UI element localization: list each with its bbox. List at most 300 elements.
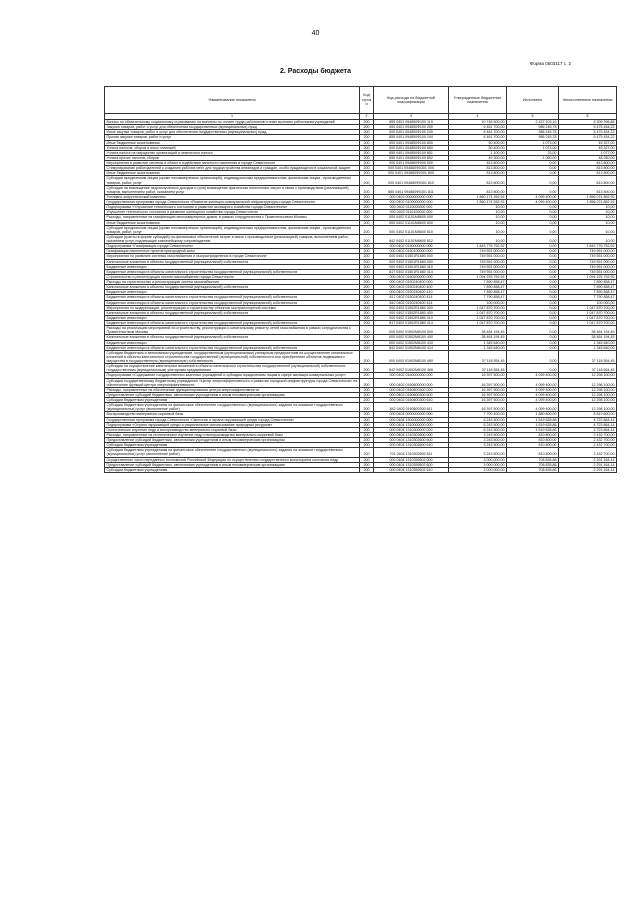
row-approved-amount: 749 551 000,00 <box>449 269 507 274</box>
row-indicator-name: Улучшение технического состояния и развитие жилищного хозяйства города Севастополя <box>105 210 360 215</box>
row-budget-code: 842 0402 01502М8100 414 <box>374 345 449 350</box>
row-unexecuted-amount: 4 723 864,14 <box>559 427 617 432</box>
row-line-code: 200 <box>360 310 374 315</box>
row-line-code: 200 <box>360 378 374 387</box>
row-budget-code: 817 0402 01502R1880 414 <box>374 321 449 326</box>
row-executed-amount: 0,00 <box>507 166 559 171</box>
table-row <box>105 403 617 412</box>
row-approved-amount: 1 047 870 700,00 <box>449 310 507 315</box>
column-number: 5 <box>507 114 559 120</box>
table-row <box>105 378 617 387</box>
row-indicator-name: Субсидии юридическим лицам (кроме некоммерческих организаций), индивидуальным предпринимателям, физическим лицам - производителям товаров, работ, услуг <box>105 176 360 185</box>
row-approved-amount: 50 400,00 <box>449 145 507 150</box>
row-indicator-name: Субсидии бюджетным учреждениям <box>105 467 360 472</box>
row-approved-amount: 7 700 400,00 <box>449 412 507 417</box>
row-indicator-name: Бюджетные инвестиции <box>105 290 360 295</box>
row-line-code: 200 <box>360 457 374 462</box>
row-unexecuted-amount: 12 298 100,00 <box>559 387 617 392</box>
row-executed-amount: 0,00 <box>507 176 559 185</box>
header-executed: Исполнено <box>507 87 559 114</box>
row-line-code: 200 <box>360 392 374 397</box>
row-unexecuted-amount: 12 298 100,00 <box>559 398 617 403</box>
row-executed-amount: 810 800,00 <box>507 432 559 437</box>
row-approved-amount: 1 047 870 700,00 <box>449 315 507 320</box>
row-indicator-name: Иные бюджетные ассигнования <box>105 171 360 176</box>
row-unexecuted-amount: 10,00 <box>559 215 617 220</box>
row-line-code: 200 <box>360 249 374 254</box>
table-row <box>105 467 617 472</box>
row-approved-amount: 749 551 000,00 <box>449 249 507 254</box>
row-unexecuted-amount: 2 432 700,00 <box>559 443 617 448</box>
row-indicator-name: Уплата налога на имущество организаций и земельного налога <box>105 150 360 155</box>
row-budget-code: 000 0402 0100000000 000 <box>374 200 449 205</box>
row-executed-amount: 0,00 <box>507 259 559 264</box>
row-unexecuted-amount: 1 047 870 700,00 <box>559 315 617 320</box>
row-approved-amount: 38 464 194,45 <box>449 335 507 340</box>
table-row <box>105 225 617 234</box>
row-executed-amount: 0,00 <box>507 290 559 295</box>
row-executed-amount: 0,00 <box>507 254 559 259</box>
row-indicator-name: Бюджетные инвестиции <box>105 264 360 269</box>
row-indicator-name: Подпрограмма «Содержание государственных казенных учреждений и субсидии юридическим лицам в сфере жилищно-коммунальных услуг» <box>105 373 360 378</box>
header-budget-code: Код расхода по бюджетной классификации <box>374 87 449 114</box>
row-unexecuted-amount: 1 094 225 752,92 <box>559 274 617 279</box>
row-budget-code: 000 0404 1310300000 000 <box>374 427 449 432</box>
row-line-code: 200 <box>360 150 374 155</box>
row-budget-code: 000 0402 0160600300 610 <box>374 398 449 403</box>
row-budget-code: 817 0402 01501R1680 414 <box>374 269 449 274</box>
row-budget-code: 842 0402 01502М8100 466 <box>374 364 449 373</box>
row-line-code: 200 <box>360 205 374 210</box>
row-approved-amount: 3 243 500,00 <box>449 438 507 443</box>
row-line-code: 200 <box>360 438 374 443</box>
row-indicator-name: Бюджетные инвестиции в объекты капитального строительства государственной (муниципальной) собственности <box>105 321 360 326</box>
row-executed-amount: 0,00 <box>507 274 559 279</box>
column-number: 6 <box>559 114 617 120</box>
row-line-code: 200 <box>360 244 374 249</box>
row-budget-code: 000 0401 094850Ф100 240 <box>374 130 449 135</box>
row-budget-code: 000 0404 0000000000 000 <box>374 412 449 417</box>
row-budget-code: 000 0402 01502М8100 400 <box>374 335 449 340</box>
row-indicator-name: Расходы, направленные на обеспечение функционирования центра энергоэффективности <box>105 387 360 392</box>
row-unexecuted-amount: 7 890 858,47 <box>559 285 617 290</box>
column-number: 4 <box>449 114 507 120</box>
row-executed-amount: 0,00 <box>507 171 559 176</box>
row-executed-amount: 810 800,00 <box>507 448 559 457</box>
row-indicator-name: Капитальные вложения в объекты государственной (муниципальной) собственности <box>105 310 360 315</box>
row-budget-code: 842 0402 0150240400 414 <box>374 300 449 305</box>
row-executed-amount: 0,00 <box>507 249 559 254</box>
row-indicator-name: Подпрограмма «Улучшение технического состояния и развитие жилищного хозяйства города Севастополя» <box>105 205 360 210</box>
row-approved-amount: 37 118 554,45 <box>449 350 507 363</box>
row-indicator-name: Иные бюджетные ассигнования <box>105 140 360 145</box>
row-unexecuted-amount: 749 551 000,00 <box>559 269 617 274</box>
row-unexecuted-amount: 813 800,00 <box>559 185 617 194</box>
row-unexecuted-amount: 2 432 700,00 <box>559 438 617 443</box>
row-line-code: 200 <box>360 280 374 285</box>
row-budget-code: 000 0404 1310359502 610 <box>374 467 449 472</box>
row-budget-code: 000 0402 0160600000 000 <box>374 378 449 387</box>
row-approved-amount: 1 843 776 752,92 <box>449 244 507 249</box>
row-executed-amount: 1 073,00 <box>507 140 559 145</box>
header-unexecuted: Неисполненные назначения <box>559 87 617 114</box>
row-unexecuted-amount: 38 464 194,45 <box>559 326 617 335</box>
row-unexecuted-amount: 5 819 600,00 <box>559 412 617 417</box>
row-approved-amount: 10,00 <box>449 205 507 210</box>
row-budget-code: 000 0402 0150240400 400 <box>374 285 449 290</box>
row-budget-code: 000 0402 01101М8600 000 <box>374 215 449 220</box>
row-indicator-name: Государственная программа города Севастополя «Экология и охрана окружающей среды города Севастополя» <box>105 417 360 422</box>
row-indicator-name: Капитальные вложения в объекты государственной (муниципальной) собственности <box>105 335 360 340</box>
row-line-code: 200 <box>360 448 374 457</box>
row-executed-amount: 708 835,86 <box>507 462 559 467</box>
row-executed-amount: 0,00 <box>507 205 559 210</box>
row-approved-amount: 1 345 640,00 <box>449 340 507 345</box>
row-indicator-name: Субсидии бюджетным и автономным учреждениям, государственным (муниципальным) унитарным предприятиям на осуществление капитальных вложений в объекты капитального строительства государственной (муниципальной) собственности или приобретение объектов недвижимого имущества в государственную (муниципальную) собственность <box>105 350 360 363</box>
row-executed-amount: 4 099 400,00 <box>507 194 559 199</box>
row-budget-code: 000 0404 1310302600 000 <box>374 432 449 437</box>
row-executed-amount: 4 099 400,00 <box>507 373 559 378</box>
row-indicator-name: Мероприятия по развитию системы газоснабжения и газораспределения в городе Севастополе <box>105 254 360 259</box>
row-line-code: 200 <box>360 427 374 432</box>
row-budget-code: 855 0401 094850Ф100 851 <box>374 150 449 155</box>
row-budget-code: 000 0402 0000000000 000 <box>374 194 449 199</box>
row-indicator-name: Расходы, направленные на геологическое изучение недр и воспроизводство минерально-сырьевой базы <box>105 432 360 437</box>
row-executed-amount: 1 073,00 <box>507 145 559 150</box>
row-executed-amount: 0,00 <box>507 340 559 345</box>
table-row <box>105 185 617 194</box>
row-executed-amount: 4 099 400,00 <box>507 403 559 412</box>
row-executed-amount: 0,00 <box>507 305 559 310</box>
section-title: 2. Расходы бюджета <box>280 68 351 75</box>
row-budget-code: 000 0404 1310302600 600 <box>374 438 449 443</box>
row-executed-amount: 4 099 400,00 <box>507 392 559 397</box>
row-approved-amount: 749 551 000,00 <box>449 259 507 264</box>
row-executed-amount: 1 050,00 <box>507 155 559 160</box>
row-executed-amount: 0,00 <box>507 326 559 335</box>
row-indicator-name: Строительство и реконструкция систем газоснабжения города Севастополя <box>105 274 360 279</box>
row-line-code: 200 <box>360 145 374 150</box>
row-budget-code: 000 0401 094860Ф000 000 <box>374 161 449 166</box>
row-line-code: 200 <box>360 398 374 403</box>
row-budget-code: 000 0402 01502М8100 460 <box>374 350 449 363</box>
row-approved-amount: 37 118 554,45 <box>449 364 507 373</box>
row-approved-amount: 813 800,00 <box>449 176 507 185</box>
row-line-code: 200 <box>360 417 374 422</box>
row-approved-amount: 100 000,00 <box>449 300 507 305</box>
row-executed-amount: 0,00 <box>507 269 559 274</box>
row-line-code: 200 <box>360 387 374 392</box>
row-budget-code: 000 0404 1310359502 600 <box>374 462 449 467</box>
row-indicator-name: Мероприятия в развитие системы в области содействия занятости населения в городе Севастополе <box>105 161 360 166</box>
row-indicator-name: Геологическое изучение недр и воспроизводство минерально-сырьевой базы <box>105 427 360 432</box>
row-indicator-name: Субсидии (гранты в форме субсидий) на финансовое обеспечение затрат в связи с производством (реализацией) товаров, выполнением работ, оказанием услуг, подлежащие казначейскому сопровождению <box>105 234 360 243</box>
row-budget-code: 000 0401 094850Ф100 850 <box>374 145 449 150</box>
row-unexecuted-amount: 12 298 100,00 <box>559 392 617 397</box>
row-line-code: 200 <box>360 259 374 264</box>
row-line-code: 200 <box>360 285 374 290</box>
row-executed-amount: 0,00 <box>507 161 559 166</box>
row-unexecuted-amount: 7 890 858,47 <box>559 280 617 285</box>
row-approved-amount: 1 047 870 700,00 <box>449 321 507 326</box>
row-indicator-name: Осуществление части переданных полномочий Российской Федерации по осуществлению государственного мониторинга состояния недр <box>105 457 360 462</box>
row-indicator-name: Бюджетные инвестиции <box>105 315 360 320</box>
row-indicator-name: Расходы, направленные на газификацию многоквартирных домов, в рамках сотрудничества с Правительством Москвы <box>105 215 360 220</box>
row-unexecuted-amount: 813 800,00 <box>559 176 617 185</box>
row-approved-amount: 7 890 858,47 <box>449 285 507 290</box>
row-unexecuted-amount: 1 345 640,00 <box>559 340 617 345</box>
row-unexecuted-amount: 49 327,00 <box>559 140 617 145</box>
row-line-code: 200 <box>360 254 374 259</box>
row-executed-amount: 0,00 <box>507 315 559 320</box>
row-line-code: 200 <box>360 335 374 340</box>
row-line-code: 200 <box>360 166 374 171</box>
row-executed-amount: 0,00 <box>507 295 559 300</box>
row-approved-amount: 1 345 640,00 <box>449 345 507 350</box>
row-approved-amount: 6 461 700,00 <box>449 125 507 130</box>
row-executed-amount: 0,00 <box>507 215 559 220</box>
table-row <box>105 364 617 373</box>
row-executed-amount: 0,00 <box>507 280 559 285</box>
row-executed-amount: 4 099 400,00 <box>507 398 559 403</box>
row-line-code: 200 <box>360 350 374 363</box>
row-approved-amount: 6 461 700,00 <box>449 130 507 135</box>
row-indicator-name: Стимулирование работодателей к созданию рабочих мест для трудоустройства инвалидов и граждан, особо нуждающихся в социальной защите <box>105 166 360 171</box>
row-executed-amount: 708 835,86 <box>507 467 559 472</box>
row-executed-amount: 0,00 <box>507 185 559 194</box>
row-executed-amount: 0,00 <box>507 321 559 326</box>
row-executed-amount: 4 099 400,00 <box>507 200 559 205</box>
row-budget-code: 000 0402 01502R1880 400 <box>374 310 449 315</box>
row-line-code: 200 <box>360 364 374 373</box>
row-budget-code: 000 0402 0160000000 000 <box>374 373 449 378</box>
row-line-code: 200 <box>360 412 374 417</box>
row-unexecuted-amount: 7 790 858,47 <box>559 295 617 300</box>
row-unexecuted-amount: 1 345 640,00 <box>559 345 617 350</box>
row-approved-amount: 1 100,00 <box>449 150 507 155</box>
row-line-code: 200 <box>360 432 374 437</box>
row-indicator-name: Субсидии бюджетным учреждениям на финансовое обеспечение государственного (муниципального) задания на оказание государственных (муниципальных) услуг (выполнение работ) <box>105 403 360 412</box>
row-budget-code: 855 0401 094850Ф100 119 <box>374 120 449 125</box>
row-budget-code: 000 0404 1310302600 610 <box>374 443 449 448</box>
row-unexecuted-amount: 12 298 100,00 <box>559 403 617 412</box>
row-indicator-name: Бюджетные инвестиции в объекты капитального строительства государственной (муниципальной) собственности <box>105 345 360 350</box>
row-approved-amount: 50 400,00 <box>449 140 507 145</box>
row-indicator-name: Субсидии на осуществление капитальных вложений в объекты капитального строительства государственной (муниципальной) собственности государственным (муниципальным) унитарным предприятиям <box>105 364 360 373</box>
row-budget-code: 000 0402 01501R1680 400 <box>374 259 449 264</box>
row-line-code: 200 <box>360 269 374 274</box>
row-unexecuted-amount: 5 475 454,22 <box>559 130 617 135</box>
row-executed-amount: 1 519 635,86 <box>507 417 559 422</box>
row-approved-amount: 813 800,00 <box>449 171 507 176</box>
row-indicator-name: Иные закупки товаров, работ и услуг для обеспечения государственных (муниципальных) нужд <box>105 130 360 135</box>
row-unexecuted-amount: 813 800,00 <box>559 166 617 171</box>
row-executed-amount: 4 099 400,00 <box>507 378 559 387</box>
row-line-code: 200 <box>360 155 374 160</box>
row-unexecuted-amount: 749 551 000,00 <box>559 264 617 269</box>
row-approved-amount: 3 243 500,00 <box>449 443 507 448</box>
row-approved-amount: 7 790 858,47 <box>449 295 507 300</box>
row-line-code: 200 <box>360 274 374 279</box>
row-budget-code: 000 0401 094860Ф0301 810 <box>374 176 449 185</box>
row-line-code: 200 <box>360 300 374 305</box>
row-unexecuted-amount: 2 291 164,14 <box>559 467 617 472</box>
row-executed-amount: 0,00 <box>507 335 559 340</box>
row-line-code: 200 <box>360 234 374 243</box>
row-line-code: 200 <box>360 140 374 145</box>
column-number: 2 <box>360 114 374 120</box>
row-indicator-name: Бюджетные инвестиции в объекты капитального строительства государственной (муниципальной) собственности <box>105 295 360 300</box>
row-unexecuted-amount: 749 551 000,00 <box>559 254 617 259</box>
row-approved-amount: 3 243 500,00 <box>449 432 507 437</box>
form-label: Форма 0503117 с. 2 <box>530 61 571 66</box>
row-budget-code: 000 0402 01502R1880 000 <box>374 305 449 310</box>
row-unexecuted-amount: 10,00 <box>559 234 617 243</box>
row-executed-amount: 0,00 <box>507 225 559 234</box>
row-indicator-name: Уплата прочих налогов, сборов <box>105 155 360 160</box>
row-approved-amount: 16 397 500,00 <box>449 392 507 397</box>
row-line-code: 200 <box>360 305 374 310</box>
row-line-code: 200 <box>360 194 374 199</box>
row-budget-code: 000 0404 1300000000 000 <box>374 417 449 422</box>
row-unexecuted-amount: 4 723 864,14 <box>559 422 617 427</box>
row-unexecuted-amount: 813 800,00 <box>559 161 617 166</box>
row-executed-amount: 0,00 <box>507 310 559 315</box>
row-budget-code: 855 0401 094850Ф100 244 <box>374 135 449 140</box>
row-approved-amount: 7 890 858,47 <box>449 280 507 285</box>
row-indicator-name: Субсидии бюджетным учреждениям <box>105 398 360 403</box>
row-indicator-name: Иные бюджетные ассигнования <box>105 220 360 225</box>
row-approved-amount: 1 860 174 262,92 <box>449 200 507 205</box>
row-approved-amount: 6 243 500,00 <box>449 427 507 432</box>
row-executed-amount: 0,00 <box>507 244 559 249</box>
row-unexecuted-amount: 7 890 858,47 <box>559 290 617 295</box>
row-budget-code: 000 0404 1310359502 000 <box>374 457 449 462</box>
row-line-code: 200 <box>360 295 374 300</box>
table-header-row <box>105 87 617 114</box>
row-budget-code: 000 0401 094860Ф0301 800 <box>374 171 449 176</box>
header-line-code: Код строки <box>360 87 374 114</box>
row-executed-amount: 0,00 <box>507 220 559 225</box>
row-budget-code: 000 0402 01502R1880 410 <box>374 315 449 320</box>
row-unexecuted-amount: 2 291 164,14 <box>559 457 617 462</box>
row-budget-code: 000 0401 094860Ф0301 000 <box>374 166 449 171</box>
row-line-code: 200 <box>360 321 374 326</box>
row-executed-amount: 0,00 <box>507 364 559 373</box>
row-line-code: 200 <box>360 264 374 269</box>
row-executed-amount: 986 245,78 <box>507 135 559 140</box>
row-approved-amount: 813 800,00 <box>449 185 507 194</box>
row-indicator-name: Газификация населенных пунктов пригородной зоны <box>105 249 360 254</box>
row-approved-amount: 49 300,00 <box>449 155 507 160</box>
row-indicator-name: Прочая закупка товаров, работ и услуг <box>105 135 360 140</box>
row-indicator-name: Субсидии юридическим лицам (кроме некоммерческих организаций), индивидуальным предпринимателям, физическим лицам - производителям товаров, работ, услуг <box>105 225 360 234</box>
row-executed-amount: 986 245,78 <box>507 125 559 130</box>
row-line-code: 200 <box>360 373 374 378</box>
row-budget-code: 000 0402 0110000000 000 <box>374 205 449 210</box>
row-approved-amount: 1 860 174 262,92 <box>449 194 507 199</box>
row-budget-code: 000 0402 0150240400 000 <box>374 280 449 285</box>
row-approved-amount: 10 746 500,00 <box>449 120 507 125</box>
row-indicator-name: Подпрограмма «Охрана окружающей среды и рациональное использование природных ресурсов» <box>105 422 360 427</box>
row-budget-code: 000 0402 01101М8600 810 <box>374 225 449 234</box>
row-executed-amount: 0,00 <box>507 285 559 290</box>
row-budget-code: 000 0402 0150240400 410 <box>374 290 449 295</box>
row-executed-amount: 1 880 800,00 <box>507 412 559 417</box>
row-line-code: 200 <box>360 200 374 205</box>
row-indicator-name: Бюджетные инвестиции <box>105 340 360 345</box>
row-executed-amount: 4 099 400,00 <box>507 387 559 392</box>
row-indicator-name: Воспроизводство минерально-сырьевой базы <box>105 412 360 417</box>
row-unexecuted-amount: 10,00 <box>559 220 617 225</box>
row-budget-code: 842 0402 0160600300 611 <box>374 403 449 412</box>
row-indicator-name: Капитальные вложения в объекты государственной (муниципальной) собственности <box>105 285 360 290</box>
row-approved-amount: 16 397 500,00 <box>449 378 507 387</box>
row-budget-code: 000 0402 0150000000 000 <box>374 244 449 249</box>
row-line-code: 200 <box>360 443 374 448</box>
row-line-code: 200 <box>360 210 374 215</box>
row-unexecuted-amount: 1 047 870 700,00 <box>559 305 617 310</box>
row-executed-amount: 986 245,78 <box>507 130 559 135</box>
row-approved-amount: 6 243 500,00 <box>449 417 507 422</box>
row-approved-amount: 3 000 000,00 <box>449 462 507 467</box>
header-approved: Утвержденные бюджетные назначения <box>449 87 507 114</box>
row-indicator-name: Предоставление субсидий бюджетным, автономным учреждениям и иным некоммерческим организациям <box>105 462 360 467</box>
row-approved-amount: 813 800,00 <box>449 166 507 171</box>
row-approved-amount: 6 243 500,00 <box>449 422 507 427</box>
table-row <box>105 448 617 457</box>
page-number: 40 <box>311 30 320 37</box>
row-approved-amount: 38 464 194,45 <box>449 326 507 335</box>
row-budget-code: 000 0402 0150200000 000 <box>374 274 449 279</box>
row-executed-amount: 0,00 <box>507 264 559 269</box>
table-row <box>105 176 617 185</box>
row-unexecuted-amount: 49 327,00 <box>559 145 617 150</box>
row-unexecuted-amount: 1 047 870 700,00 <box>559 321 617 326</box>
row-unexecuted-amount: 100 000,00 <box>559 300 617 305</box>
row-executed-amount: 810 800,00 <box>507 443 559 448</box>
row-unexecuted-amount: 1 077,00 <box>559 150 617 155</box>
column-number: 1 <box>105 114 360 120</box>
row-budget-code: 000 0402 01502М8100 000 <box>374 326 449 335</box>
row-line-code: 200 <box>360 161 374 166</box>
row-line-code: 200 <box>360 135 374 140</box>
row-unexecuted-amount: 4 723 864,14 <box>559 417 617 422</box>
row-indicator-name: Субсидии бюджетным учреждениям <box>105 443 360 448</box>
row-line-code: 200 <box>360 345 374 350</box>
row-line-code: 200 <box>360 340 374 345</box>
row-approved-amount: 10,00 <box>449 225 507 234</box>
row-budget-code: 855 0401 094850Ф100 852 <box>374 155 449 160</box>
row-approved-amount: 3 000 000,00 <box>449 457 507 462</box>
row-approved-amount: 16 397 500,00 <box>449 403 507 412</box>
row-line-code: 200 <box>360 185 374 194</box>
row-executed-amount: 0,00 <box>507 345 559 350</box>
table-body <box>105 120 617 473</box>
row-budget-code: 000 0402 01501R1680 000 <box>374 254 449 259</box>
row-line-code: 200 <box>360 130 374 135</box>
row-approved-amount: 10,00 <box>449 215 507 220</box>
row-line-code: 200 <box>360 422 374 427</box>
row-indicator-name: Государственная программа города Севастополя «Развитие жилищно-коммунальной инфраструктуры города Севастополя» <box>105 200 360 205</box>
row-approved-amount: 6 461 700,00 <box>449 135 507 140</box>
row-approved-amount: 16 397 500,00 <box>449 387 507 392</box>
row-line-code: 200 <box>360 403 374 412</box>
row-indicator-name: Уплата налогов, сборов и иных платежей <box>105 145 360 150</box>
row-approved-amount: 10,00 <box>449 234 507 243</box>
row-approved-amount: 749 551 000,00 <box>449 254 507 259</box>
table-row <box>105 234 617 243</box>
